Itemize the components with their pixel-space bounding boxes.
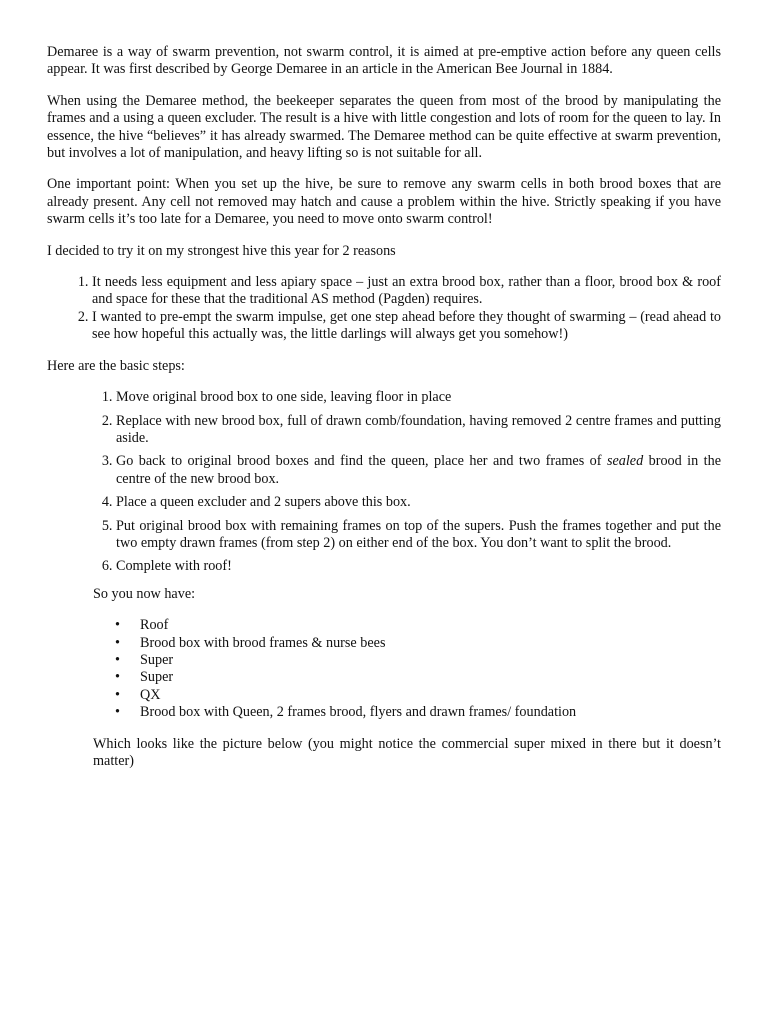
paragraph-reasons-intro: I decided to try it on my strongest hive this year for 2 reasons xyxy=(47,242,396,259)
step-item: 4. Place a queen excluder and 2 supers above this box. xyxy=(116,494,721,511)
paragraph-method: When using the Demaree method, the beekeeper separates the queen from most of the brood by manipulating the frames and a using a queen excluder. The result is a hive with little congestion and lots of room for the queen to lay. In essence, the hive “believes” it has already swarmed. The Demaree method can be quite effective at swarm prevention, but involves a lot of manipulation, and heavy lifting so is not suitable for all. xyxy=(47,92,721,162)
bullet-icon: • xyxy=(115,651,120,668)
step-3-text-end: brood in the centre of the new brood box. xyxy=(116,453,721,487)
bullet-icon: • xyxy=(115,669,120,686)
step-item: 1. Move original brood box to one side, leaving floor in place xyxy=(116,389,721,406)
hive-stack-label: Super xyxy=(140,669,174,686)
hive-stack-list xyxy=(93,617,721,721)
step-item: 5. Put original brood box with remaining frames on top of the supers. Push the frames together and put the two empty drawn frames (from step 2) on either end of the box. You don’t want to split the brood. xyxy=(116,518,721,553)
steps-heading: Here are the basic steps: xyxy=(47,357,185,374)
closing-section xyxy=(93,736,721,771)
reasons-list xyxy=(47,274,721,344)
hive-stack-label: Super xyxy=(140,651,174,668)
reason-item: 1. It needs less equipment and less apiary space – just an extra brood box, rather than a floor, brood box & roof and space for these that the traditional AS method (Pagden) requires. xyxy=(92,274,721,309)
hive-stack-label: Roof xyxy=(140,617,169,634)
document-body xyxy=(47,44,721,784)
bullet-icon: • xyxy=(115,634,120,651)
step-item: 2. Replace with new brood box, full of drawn comb/foundation, having removed 2 centre frames and putting aside. xyxy=(116,413,721,448)
bullet-icon: • xyxy=(115,704,120,721)
hive-stack-item xyxy=(93,704,721,721)
hive-stack-item xyxy=(93,669,721,686)
paragraph-important-point: One important point: When you set up the hive, be sure to remove any swarm cells in both brood boxes that are already present. Any cell not removed may hatch and cause a problem within the hive. Strictly speaking if you have swarm cells it’s too late for a Demaree, you need to move onto swarm control! xyxy=(47,176,721,228)
hive-stack-item xyxy=(93,617,721,634)
hive-stack-label: Brood box with Queen, 2 frames brood, flyers and drawn frames/ foundation xyxy=(140,704,577,721)
step-item xyxy=(116,453,721,488)
hive-stack-item xyxy=(93,652,721,669)
steps-list xyxy=(93,389,721,576)
paragraph-intro: Demaree is a way of swarm prevention, not swarm control, it is aimed at pre-emptive action before any queen cells appear. It was first described by George Demaree in an article in the American Bee Journal in 1884. xyxy=(47,44,721,78)
paragraph-closing: Which looks like the picture below (you might notice the commercial super mixed in there but it doesn’t matter) xyxy=(93,735,721,769)
bullet-icon: • xyxy=(115,686,120,703)
step-3-text-start: Go back to original brood boxes and find the queen, place her and two frames of xyxy=(116,453,607,470)
hive-stack-item xyxy=(93,687,721,704)
summary-section xyxy=(93,586,721,603)
step-item: 6. Complete with roof! xyxy=(116,558,721,575)
hive-stack-label: QX xyxy=(140,686,161,703)
hive-stack-item xyxy=(93,635,721,652)
hive-stack-label: Brood box with brood frames & nurse bees xyxy=(140,634,386,651)
bullet-icon: • xyxy=(115,617,120,634)
step-3-emphasis: sealed xyxy=(606,453,644,470)
reason-item: 2. I wanted to pre-empt the swarm impulse, get one step ahead before they thought of swarming – (read ahead to see how hopeful this actually was, the little darlings will always get you somehow!) xyxy=(92,309,721,344)
now-have-heading: So you now have: xyxy=(93,585,196,602)
